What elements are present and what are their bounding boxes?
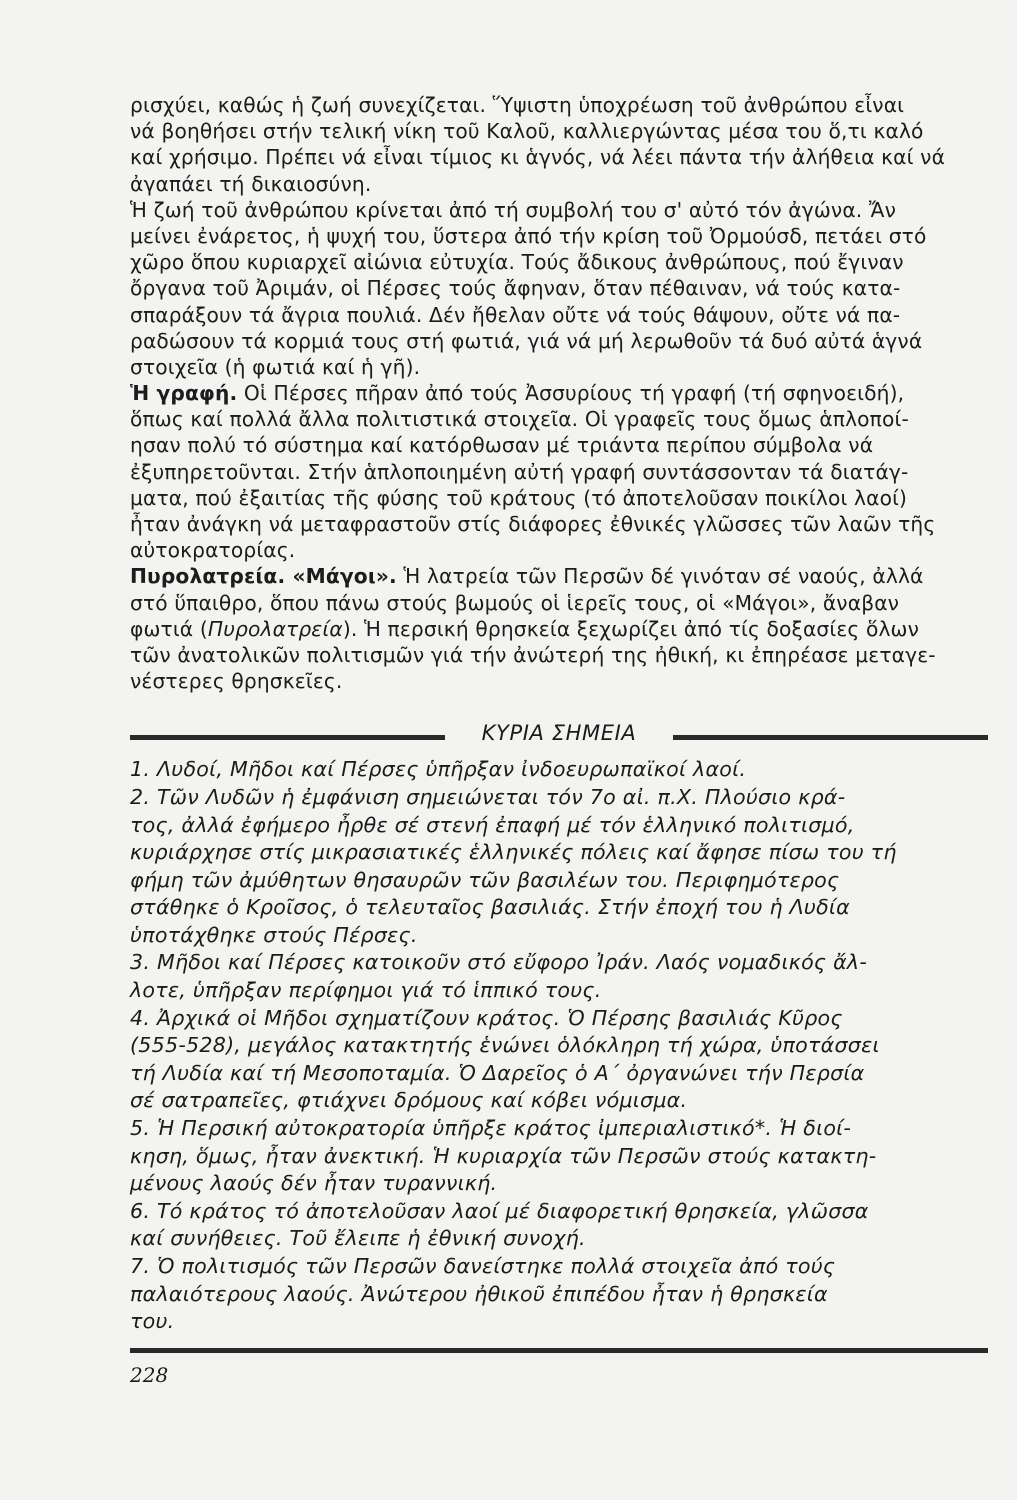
page: [130, 92, 988, 1387]
key-point-line: 3. Μῆδοι καί Πέρσες κατοικοῦν στό εὔφορο Ἰράν. Λαός νομαδικός ἄλ-: [130, 950, 868, 975]
italic-term: Πυρολατρεία: [207, 616, 343, 641]
text-line: [130, 223, 988, 249]
line-text: νά βοηθήσει στήν τελική νίκη τοῦ Καλοῦ, καλλιεργώντας μέσα του ὅ,τι καλό: [130, 119, 924, 144]
key-point-line: (555-528), μεγάλος κατακτητής ἑνώνει ὁλόκληρη τή χώρα, ὑποτάσσει: [130, 1033, 880, 1058]
text-line: [130, 144, 988, 170]
key-points-list: [130, 756, 988, 1335]
key-point-line: κυριάρχησε στίς μικρασιατικές ἑλληνικές πόλεις καί ἄφησε πίσω του τή: [130, 840, 897, 865]
text-line: [130, 590, 988, 616]
line-text: αὐτοκρατορίας.: [130, 538, 296, 563]
text-line: [130, 537, 988, 563]
line-text: τῶν ἀνατολικῶν πολιτισμῶν γιά τήν ἀνώτερή της ἠθική, κι ἐπηρέασε μεταγε-: [130, 642, 936, 667]
text-line: [130, 485, 988, 511]
line-text: ἐξυπηρετοῦνται. Στήν ἁπλοποιημένη αὐτή γραφή συντάσσονταν τά διατάγ-: [130, 459, 909, 484]
line-text: ἀγαπάει τή δικαιοσύνη.: [130, 171, 372, 196]
line-text: χῶρο ὅπου κυριαρχεῖ αἰώνια εὐτυχία. Τούς ἄδικους ἀνθρώπους, πού ἔγιναν: [130, 250, 904, 275]
key-point-line: μένους λαούς δέν ἦταν τυραννική.: [130, 1171, 498, 1196]
inline-heading: Ἡ γραφή.: [130, 381, 238, 406]
key-point-line: 2. Τῶν Λυδῶν ἡ ἐμφάνιση σημειώνεται τόν 7ο αἰ. π.Χ. Πλούσιο κρά-: [130, 784, 846, 809]
key-point-line: τος, ἀλλά ἐφήμερο ἦρθε σέ στενή ἐπαφή μέ τόν ἑλληνικό πολιτισμό,: [130, 812, 855, 837]
text-line: [130, 380, 988, 406]
text-line: [130, 354, 988, 380]
line-text: ραδώσουν τά κορμιά τους στή φωτιά, γιά νά μή λερωθοῦν τά δυό αὐτά ἁγνά: [130, 328, 923, 353]
line-text: ησαν πολύ τό σύστημα καί κατόρθωσαν μέ τριάντα περίπου σύμβολα νά: [130, 433, 874, 458]
key-point-line: κηση, ὅμως, ἦταν ἀνεκτική. Ἡ κυριαρχία τῶν Περσῶν στούς κατακτη-: [130, 1143, 877, 1168]
key-point-line: λοτε, ὑπῆρξαν περίφημοι γιά τό ἱππικό τους.: [130, 978, 602, 1003]
line-text: ὅπως καί πολλά ἄλλα πολιτιστικά στοιχεῖα. Οἱ γραφεῖς τους ὅμως ἁπλοποί-: [130, 407, 909, 432]
text-line: [130, 171, 988, 197]
body-text: [130, 92, 988, 694]
line-text: καί χρήσιμο. Πρέπει νά εἶναι τίμιος κι ἁγνός, νά λέει πάντα τήν ἀλήθεια καί νά: [130, 145, 946, 170]
text-line: [130, 406, 988, 432]
key-point-line: 7. Ὁ πολιτισμός τῶν Περσῶν δανείστηκε πολλά στοιχεῖα ἀπό τούς: [130, 1254, 836, 1278]
text-line: [130, 432, 988, 458]
text-line: [130, 92, 988, 118]
line-text: Ἡ λατρεία τῶν Περσῶν δέ γινόταν σέ ναούς, ἀλλά: [396, 564, 924, 589]
text-line: [130, 616, 988, 642]
key-point-line: 6. Τό κράτος τό ἀποτελοῦσαν λαοί μέ διαφορετική θρησκεία, γλῶσσα: [130, 1198, 869, 1223]
line-text: μείνει ἐνάρετος, ἡ ψυχή του, ὕστερα ἀπό τήν κρίση τοῦ Ὀρμούσδ, πετάει στό: [130, 223, 927, 248]
bottom-rule: [130, 1348, 988, 1353]
text-line: [130, 275, 988, 301]
text-line: [130, 197, 988, 223]
header-rule-right: [673, 735, 988, 740]
line-text: σπαράξουν τά ἄγρια πουλιά. Δέν ἤθελαν οὔτε νά τούς θάψουν, οὔτε νά πα-: [130, 302, 901, 327]
text-line: [130, 459, 988, 485]
key-points-title: ΚΥΡΙΑ ΣΗΜΕΙΑ: [481, 721, 637, 746]
line-text: νέστερες θρησκεῖες.: [130, 669, 343, 694]
key-point-line: φήμη τῶν ἀμύθητων θησαυρῶν τῶν βασιλέων του. Περιφημότερος: [130, 867, 840, 892]
line-text: Οἱ Πέρσες πῆραν ἀπό τούς Ἀσσυρίους τή γραφή (τή σφηνοειδή),: [237, 381, 905, 406]
key-point-line: 4. Ἀρχικά οἱ Μῆδοι σχηματίζουν κράτος. Ὁ Πέρσης βασιλιάς Κῦρος: [130, 1005, 843, 1030]
inline-heading: Πυρολατρεία. «Μάγοι».: [130, 564, 397, 589]
line-text: ρισχύει, καθώς ἡ ζωή συνεχίζεται. Ὕψιστη ὑποχρέωση τοῦ ἀνθρώπου εἶναι: [130, 93, 905, 117]
line-text: στοιχεῖα (ἡ φωτιά καί ἡ γῆ).: [130, 354, 421, 379]
text-line: [130, 511, 988, 537]
line-text: Ἡ ζωή τοῦ ἀνθρώπου κρίνεται ἀπό τή συμβολή του σ' αὐτό τόν ἀγώνα. Ἄν: [130, 197, 897, 222]
line-text: ὄργανα τοῦ Ἀριμάν, οἱ Πέρσες τούς ἄφηναν, ὅταν πέθαιναν, νά τούς κατα-: [130, 276, 901, 301]
text-line: [130, 563, 988, 589]
text-line: [130, 328, 988, 354]
text-line: [130, 642, 988, 668]
key-point-line: σέ σατραπεῖες, φτιάχνει δρόμους καί κόβει νόμισμα.: [130, 1088, 688, 1113]
text-line: [130, 668, 988, 694]
key-point-line: ὑποτάχθηκε στούς Πέρσες.: [130, 922, 418, 947]
key-point-line: του.: [130, 1309, 175, 1334]
line-text: στό ὕπαιθρο, ὅπου πάνω στούς βωμούς οἱ ἱερεῖς τους, οἱ «Μάγοι», ἄναβαν: [130, 590, 900, 615]
text-line: [130, 249, 988, 275]
page-number: 228: [130, 1362, 169, 1387]
key-point-line: καί συνήθειες. Τοῦ ἔλειπε ἡ ἐθνική συνοχή.: [130, 1226, 586, 1251]
key-points-header: [130, 718, 988, 752]
key-point-line: τή Λυδία καί τή Μεσοποταμία. Ὁ Δαρεῖος ὁ Α΄ ὀργανώνει τήν Περσία: [130, 1060, 865, 1085]
line-text: ματα, πού ἐξαιτίας τῆς φύσης τοῦ κράτους (τό ἀποτελοῦσαν ποικίλοι λαοί): [130, 485, 908, 510]
key-point-line: 1. Λυδοί, Μῆδοι καί Πέρσες ὑπῆρξαν ἰνδοευρωπαϊκοί λαοί.: [130, 757, 747, 782]
key-point-line: στάθηκε ὁ Κροῖσος, ὁ τελευταῖος βασιλιάς. Στήν ἐποχή του ἡ Λυδία: [130, 895, 850, 920]
header-rule-left: [130, 735, 445, 740]
key-point-line: παλαιότερους λαούς. Ἀνώτερου ἠθικοῦ ἐπιπέδου ἦταν ἡ θρησκεία: [130, 1281, 828, 1306]
text-line: [130, 118, 988, 144]
line-text: ἦταν ἀνάγκη νά μεταφραστοῦν στίς διάφορες ἐθνικές γλῶσσες τῶν λαῶν τῆς: [130, 512, 936, 536]
text-line: [130, 302, 988, 328]
key-point-line: 5. Ἡ Περσική αὐτοκρατορία ὑπῆρξε κράτος ἰμπεριαλιστικό*. Ἡ διοί-: [130, 1116, 852, 1141]
line-text: φωτιά (Πυρολατρεία). Ἡ περσική θρησκεία ξεχωρίζει ἀπό τίς δοξασίες ὅλων: [130, 616, 920, 641]
